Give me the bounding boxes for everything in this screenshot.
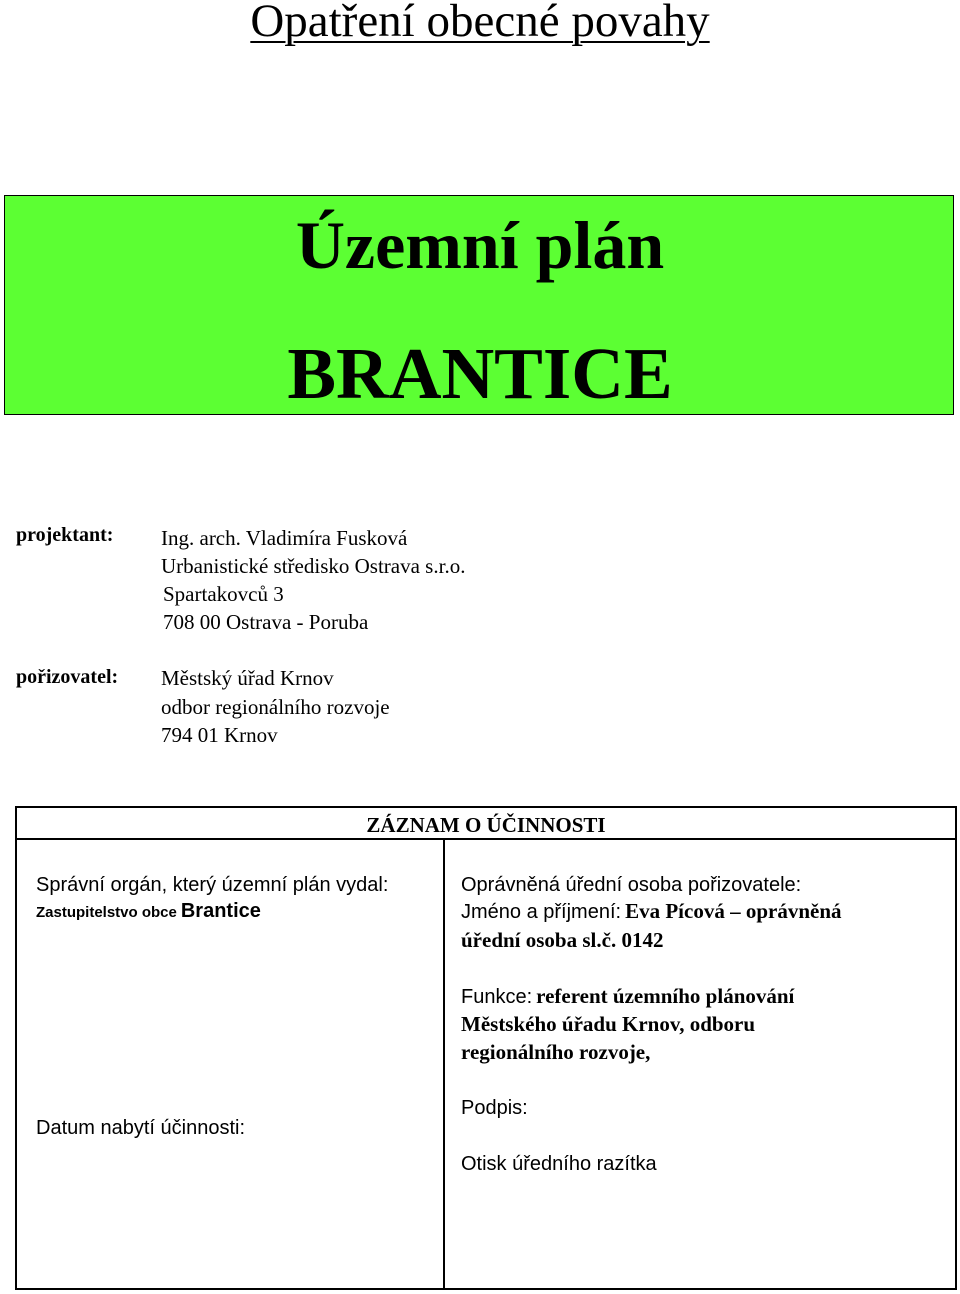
name-value-cont: úřední osoba sl.č. 0142 [461,928,664,952]
signature-label: Podpis: [461,1097,528,1119]
function-row [461,984,794,1009]
organ-value-large: Brantice [180,900,261,922]
stamp-label: Otisk úředního razítka [461,1153,657,1175]
plan-name: BRANTICE [287,333,673,414]
projektant-line: Ing. arch. Vladimíra Fusková [161,526,408,550]
plan-title: Územní plán [295,207,665,283]
name-label: Jméno a příjmení: [461,901,622,923]
function-value: referent územního plánování [536,984,795,1008]
porizovatel-line: Městský úřad Krnov [161,666,334,690]
porizovatel-line: 794 01 Krnov [161,723,278,747]
organ-value [36,900,261,923]
function-value-cont: regionálního rozvoje, [461,1040,651,1064]
name-value: Eva Pícová – oprávněná [625,899,842,923]
document-heading: Opatření obecné povahy [250,0,710,47]
projektant-line: Urbanistické středisko Ostrava s.r.o. [161,554,466,578]
porizovatel-line: odbor regionálního rozvoje [161,695,390,719]
person-label: Oprávněná úřední osoba pořizovatele: [461,874,802,896]
projektant-label: projektant: [16,524,114,546]
projektant-line: 708 00 Ostrava - Poruba [163,610,369,634]
function-value-cont: Městského úřadu Krnov, odboru [461,1012,756,1036]
projektant-line: Spartakovců 3 [163,582,284,606]
name-row [461,899,842,924]
organ-value-small: Zastupitelstvo obce [36,904,177,921]
record-divider [443,838,445,1290]
record-title: ZÁZNAM O ÚČINNOSTI [17,808,955,840]
porizovatel-label: pořizovatel: [16,666,119,688]
record-table [15,806,957,1290]
date-label: Datum nabytí účinnosti: [36,1117,245,1139]
function-label: Funkce: [461,986,533,1008]
organ-label: Správní orgán, který územní plán vydal: [36,874,389,896]
